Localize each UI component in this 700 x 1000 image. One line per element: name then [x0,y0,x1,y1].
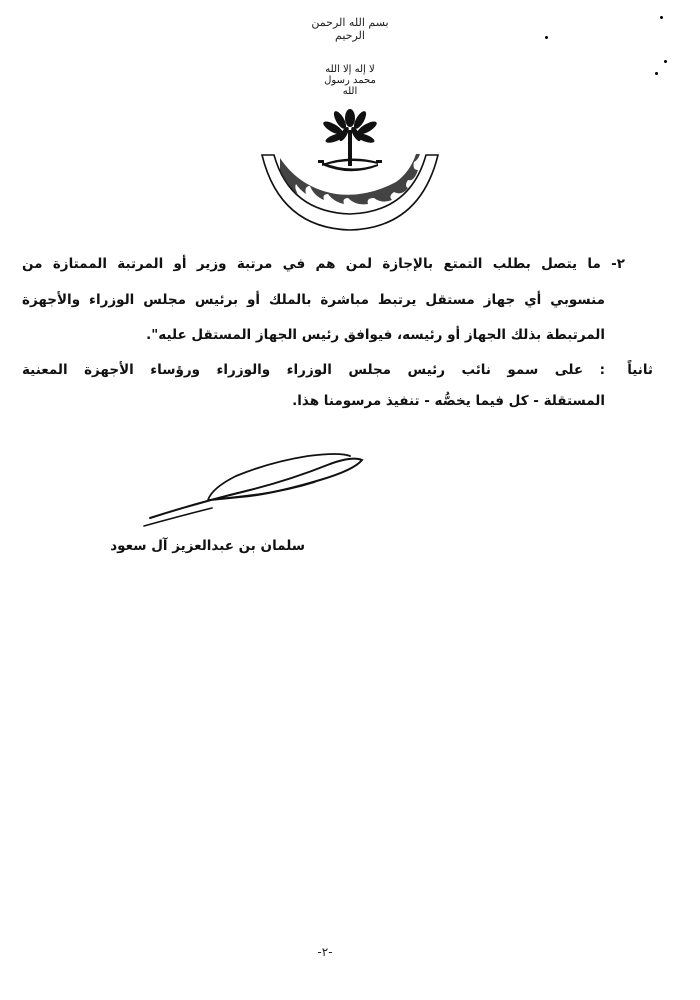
item2-line-1: ٢- ما يتصل بطلب التمتع بالإجازة لمن هم في مرتبة وزير أو المرتبة الممتازة من [22,256,625,272]
signer-name: سلمان بن عبدالعزيز آل سعود [110,538,305,554]
item2-line-3: المرتبطة بذلك الجهاز أو رئيسه، فيوافق رئيس الجهاز المستقل عليه". [146,327,605,343]
second-clause-label: ثانياً [627,362,653,378]
scan-speck [660,16,663,19]
basmala-heading: بسم الله الرحمن الرحيم [311,16,389,42]
emblem-banner-text [300,205,400,206]
shahada-calligraphy: لا إله إلا الله محمد رسول الله [324,64,376,97]
second-clause-line-2: المستقلة - كل فيما يخصُّه - تنفيذ مرسومنا هذا. [292,393,605,409]
scan-speck [545,36,548,39]
scan-speck [655,72,658,75]
scan-speck [664,60,667,63]
second-clause-line-1: : على سمو نائب رئيس مجلس الوزراء والوزراء ورؤساء الأجهزة المعنية [22,362,605,378]
item2-line-2: منسوبي أي جهاز مستقل يرتبط مباشرة بالملك أو برئيس مجلس الوزراء والأجهزة [22,292,605,308]
handwritten-signature [140,450,370,530]
page-number: -٢- [317,945,333,959]
saudi-emblem-icon [250,100,450,235]
